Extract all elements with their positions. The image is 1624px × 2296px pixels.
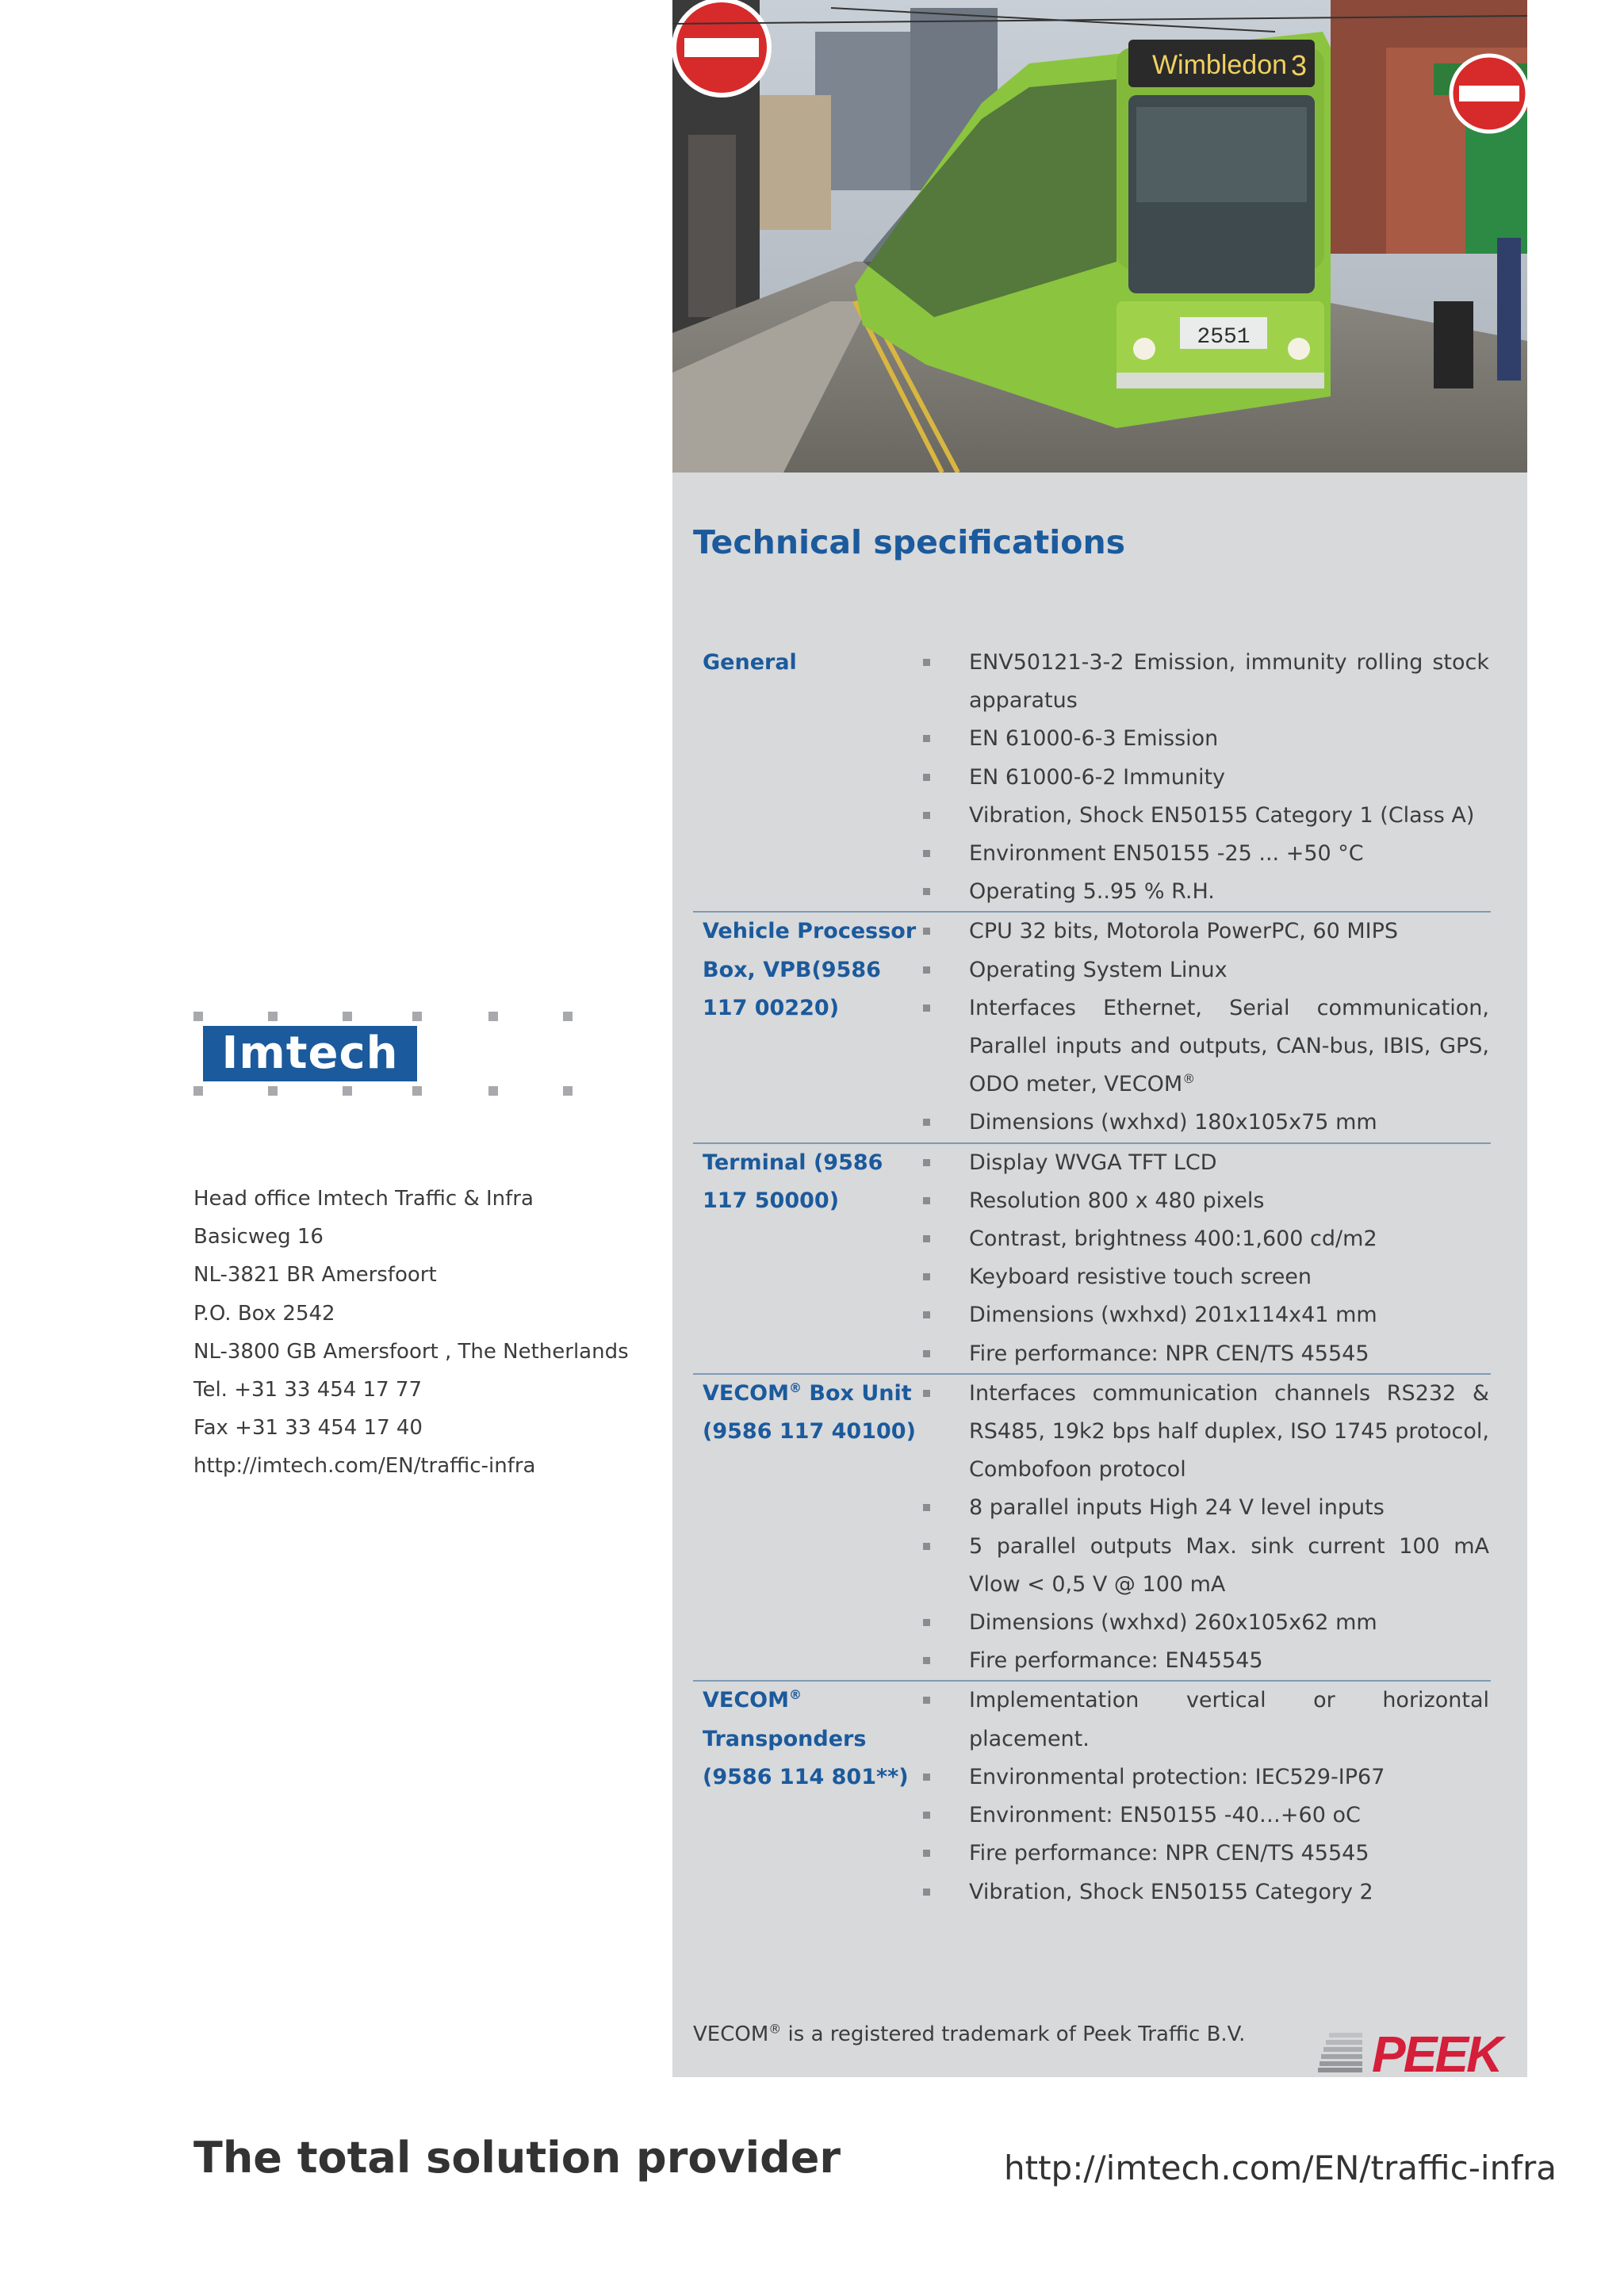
square-bullet-icon xyxy=(923,1619,930,1626)
spec-item-text: Environment: EN50155 -40…+60 oC xyxy=(969,1803,1361,1828)
square-bullet-icon xyxy=(923,1235,930,1242)
spec-item-text: Interfaces Ethernet, Serial communication, Parallel inputs and outputs, CAN-bus, IBIS, GPS, ODO meter, VECOM® xyxy=(969,995,1489,1097)
square-bullet-icon xyxy=(923,1697,930,1704)
spec-item-text: Vibration, Shock EN50155 Category 1 (Class A) xyxy=(969,802,1475,828)
imtech-logo xyxy=(193,1012,574,1099)
spec-section xyxy=(693,911,1491,1142)
tram-route-number: 3 xyxy=(1290,49,1308,82)
square-bullet-icon xyxy=(923,1657,930,1664)
spec-item-text: Dimensions (wxhxd) 180x105x75 mm xyxy=(969,1110,1377,1135)
spec-item xyxy=(923,1258,1489,1296)
address-line-4: P.O. Box 2542 xyxy=(193,1301,335,1326)
spec-item xyxy=(923,1642,1489,1680)
spec-item xyxy=(923,1104,1489,1142)
address-fax: Fax +31 33 454 17 40 xyxy=(193,1416,423,1441)
spec-item-list xyxy=(923,1375,1489,1681)
spec-item xyxy=(923,1375,1489,1490)
spec-item xyxy=(923,644,1489,720)
imtech-wordmark: Imtech xyxy=(221,1027,399,1079)
spec-item xyxy=(923,873,1489,911)
spec-item xyxy=(923,1873,1489,1911)
spec-item xyxy=(923,1144,1489,1182)
spec-item xyxy=(923,951,1489,989)
square-bullet-icon xyxy=(923,1774,930,1781)
spec-item xyxy=(923,1758,1489,1797)
spec-section xyxy=(693,1142,1491,1373)
spec-item-text: Dimensions (wxhxd) 201x114x41 mm xyxy=(969,1303,1377,1328)
square-bullet-icon xyxy=(923,1273,930,1280)
square-bullet-icon xyxy=(923,774,930,781)
spec-item-text: Vibration, Shock EN50155 Category 2 xyxy=(969,1879,1373,1904)
square-bullet-icon xyxy=(923,1197,930,1204)
spec-table xyxy=(693,644,1491,1911)
tram-destination-sign: Wimbledon xyxy=(1151,50,1288,80)
address-url-link[interactable]: http://imtech.com/EN/traffic-infra xyxy=(193,1454,536,1479)
address-line-3: NL-3821 BR Amersfoort xyxy=(193,1263,437,1288)
spec-item-text: 5 parallel outputs Max. sink current 100 mA Vlow < 0,5 V @ 100 mA xyxy=(969,1533,1489,1597)
trademark-note: VECOM® is a registered trademark of Peek Traffic B.V. xyxy=(693,2021,1246,2046)
square-bullet-icon xyxy=(923,1888,930,1896)
square-bullet-icon xyxy=(923,928,930,935)
spec-item-text: Keyboard resistive touch screen xyxy=(969,1265,1312,1290)
footer-url-link[interactable]: http://imtech.com/EN/traffic-infra xyxy=(1004,2149,1557,2187)
spec-item-text: ENV50121-3-2 Emission, immunity rolling stock apparatus xyxy=(969,650,1489,714)
square-bullet-icon xyxy=(923,812,930,819)
square-bullet-icon xyxy=(923,1119,930,1126)
square-bullet-icon xyxy=(923,1311,930,1318)
tram-photo xyxy=(672,0,1527,473)
peek-wordmark: PEEK xyxy=(1372,2026,1501,2083)
spec-item-text: Environmental protection: IEC529-IP67 xyxy=(969,1764,1385,1789)
spec-section xyxy=(693,1680,1491,1911)
tagline: The total solution provider xyxy=(193,2133,841,2183)
square-bullet-icon xyxy=(923,1390,930,1397)
head-office-address xyxy=(193,1180,629,1486)
square-bullet-icon xyxy=(923,1350,930,1357)
spec-item xyxy=(923,720,1489,758)
spec-category-label: VECOM® Transponders (9586 114 801**) xyxy=(703,1687,909,1789)
spec-item-text: Environment EN50155 -25 ... +50 °C xyxy=(969,841,1364,867)
spec-item-text: Interfaces communication channels RS232 & RS485, 19k2 bps half duplex, ISO 1745 protocol, Combofoon protocol xyxy=(969,1380,1489,1483)
spec-item xyxy=(923,1797,1489,1835)
spec-item-text: Operating System Linux xyxy=(969,957,1228,982)
square-bullet-icon xyxy=(923,1850,930,1857)
square-bullet-icon xyxy=(923,1159,930,1166)
peek-logo xyxy=(1318,2026,1527,2083)
spec-item-list xyxy=(923,644,1489,911)
square-bullet-icon xyxy=(923,888,930,895)
spec-item xyxy=(923,1528,1489,1604)
spec-category-label: Vehicle Processor Box, VPB(9586 117 00220) xyxy=(703,919,917,1020)
square-bullet-icon xyxy=(923,966,930,974)
tram-fleet-number: 2551 xyxy=(1197,325,1251,350)
spec-item xyxy=(923,1682,1489,1758)
spec-item xyxy=(923,1182,1489,1220)
spec-item-text: Operating 5..95 % R.H. xyxy=(969,879,1215,905)
spec-item-text: Contrast, brightness 400:1,600 cd/m2 xyxy=(969,1226,1377,1252)
spec-item-text: Fire performance: NPR CEN/TS 45545 xyxy=(969,1841,1369,1866)
spec-item xyxy=(923,989,1489,1104)
address-line-1: Head office Imtech Traffic & Infra xyxy=(193,1187,534,1211)
spec-item-list xyxy=(923,913,1489,1142)
spec-item xyxy=(923,913,1489,951)
square-bullet-icon xyxy=(923,1004,930,1012)
spec-item xyxy=(923,1604,1489,1642)
spec-item-text: Display WVGA TFT LCD xyxy=(969,1150,1217,1175)
spec-item-text: Resolution 800 x 480 pixels xyxy=(969,1188,1265,1213)
spec-item xyxy=(923,1296,1489,1334)
spec-section xyxy=(693,1373,1491,1681)
spec-category-label: General xyxy=(703,650,797,675)
spec-item-text: Dimensions (wxhxd) 260x105x62 mm xyxy=(969,1610,1377,1636)
address-tel: Tel. +31 33 454 17 77 xyxy=(193,1378,423,1402)
spec-item-text: CPU 32 bits, Motorola PowerPC, 60 MIPS xyxy=(969,919,1399,944)
spec-item-text: EN 61000-6-2 Immunity xyxy=(969,764,1226,790)
address-line-5: NL-3800 GB Amersfoort , The Netherlands xyxy=(193,1339,629,1364)
square-bullet-icon xyxy=(923,1504,930,1511)
square-bullet-icon xyxy=(923,850,930,857)
spec-item-text: Fire performance: EN45545 xyxy=(969,1648,1263,1674)
spec-section xyxy=(693,644,1491,911)
spec-item xyxy=(923,1335,1489,1373)
spec-category-label: VECOM® Box Unit (9586 117 40100) xyxy=(703,1380,916,1445)
address-line-2: Basicweg 16 xyxy=(193,1225,324,1249)
spec-item xyxy=(923,1220,1489,1258)
spec-item xyxy=(923,797,1489,835)
spec-item-text: Fire performance: NPR CEN/TS 45545 xyxy=(969,1341,1369,1366)
spec-category-label: Terminal (9586 117 50000) xyxy=(703,1150,883,1213)
spec-item xyxy=(923,1489,1489,1527)
spec-item-text: Implementation vertical or horizontal placement. xyxy=(969,1688,1489,1751)
spec-item-text: EN 61000-6-3 Emission xyxy=(969,726,1219,752)
spec-item xyxy=(923,759,1489,797)
square-bullet-icon xyxy=(923,1812,930,1819)
spec-item-list xyxy=(923,1144,1489,1373)
spec-item xyxy=(923,1835,1489,1873)
square-bullet-icon xyxy=(923,735,930,742)
spec-item-text: 8 parallel inputs High 24 V level inputs xyxy=(969,1495,1385,1521)
square-bullet-icon xyxy=(923,1543,930,1550)
peek-stripes-icon xyxy=(1318,2033,1362,2072)
spec-item-list xyxy=(923,1682,1489,1911)
spec-item xyxy=(923,835,1489,873)
spec-title: Technical specifications xyxy=(693,523,1126,561)
square-bullet-icon xyxy=(923,659,930,666)
